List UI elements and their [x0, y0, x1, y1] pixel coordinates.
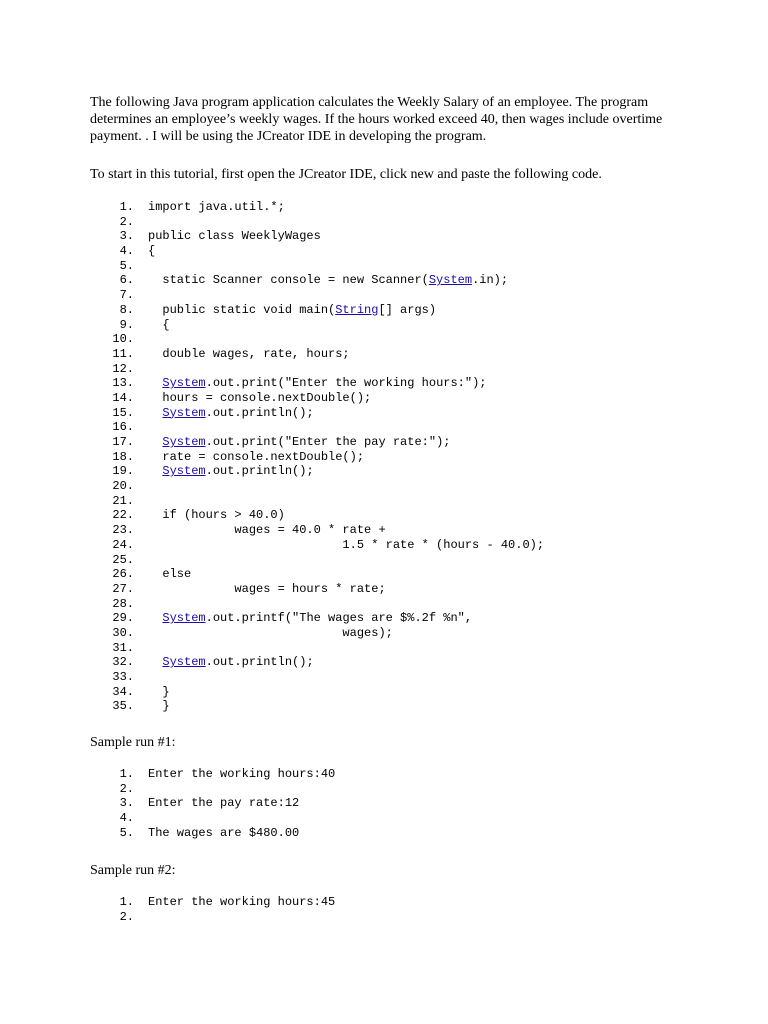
line-number: 1.	[119, 895, 134, 909]
code-text: .out.printf("The wages are $%.2f %n",	[205, 611, 473, 626]
line-number: 17.	[112, 435, 134, 449]
line-number: 13.	[112, 376, 134, 391]
code-text: .out.println();	[205, 655, 314, 670]
line-number: 30.	[112, 625, 134, 640]
code-text: public static void main(	[148, 302, 336, 317]
code-line	[112, 288, 544, 303]
line-number: 1.	[119, 767, 134, 781]
code-text: static Scanner console = new Scanner(	[148, 273, 429, 288]
code-text	[148, 464, 162, 478]
class-link[interactable]: System	[428, 273, 473, 288]
code-line	[112, 362, 544, 377]
code-text	[148, 611, 162, 625]
line-number: 23.	[112, 523, 134, 538]
code-text	[148, 376, 162, 390]
line-number: 35.	[112, 699, 134, 714]
code-text: rate = console.nextDouble();	[148, 449, 365, 464]
code-text: double wages, rate, hours;	[148, 346, 350, 361]
code-line	[112, 303, 544, 318]
line-number: 11.	[112, 346, 134, 361]
line-number: 31.	[112, 640, 134, 655]
code-line	[112, 910, 335, 925]
code-line	[112, 318, 544, 333]
sample-run-2-output	[112, 895, 335, 924]
code-text: public class WeeklyWages	[148, 229, 321, 244]
code-text: wages = hours * rate;	[148, 581, 386, 596]
code-line	[112, 553, 544, 568]
code-text: [] args)	[378, 302, 437, 317]
code-line	[112, 508, 544, 523]
line-number: 16.	[112, 420, 134, 435]
code-line	[112, 523, 544, 538]
code-line	[112, 259, 544, 274]
line-number: 2.	[119, 214, 134, 229]
line-number: 25.	[112, 552, 134, 567]
code-text: .out.print("Enter the working hours:");	[205, 376, 487, 391]
code-line	[112, 244, 544, 259]
instructions-paragraph: To start in this tutorial, first open the JCreator IDE, click new and paste the following code.	[90, 167, 602, 182]
line-number: 29.	[112, 611, 134, 626]
code-line	[112, 538, 544, 553]
line-number: 33.	[112, 670, 134, 684]
code-line	[112, 670, 544, 685]
code-text: }	[148, 699, 170, 714]
line-number: 3.	[119, 229, 134, 244]
line-number: 7.	[119, 288, 134, 303]
line-number: 20.	[112, 479, 134, 494]
line-number: 1.	[119, 200, 134, 214]
code-line	[112, 332, 544, 347]
code-line	[112, 641, 544, 656]
line-number: 5.	[119, 258, 134, 273]
code-text: 1.5 * rate * (hours - 40.0);	[148, 537, 545, 552]
code-text	[148, 406, 162, 420]
line-number: 5.	[119, 825, 134, 840]
line-number: 34.	[112, 684, 134, 699]
code-line	[112, 347, 544, 362]
line-number: 18.	[112, 449, 134, 464]
code-line	[112, 450, 544, 465]
code-line	[112, 582, 544, 597]
line-number: 9.	[119, 317, 134, 332]
code-text: import java.util.*;	[148, 200, 285, 214]
sample-run-1-output	[112, 767, 335, 840]
code-line	[112, 811, 335, 826]
code-text: wages);	[148, 625, 393, 640]
line-number: 24.	[112, 537, 134, 552]
code-text: wages = 40.0 * rate +	[148, 523, 386, 538]
code-line	[112, 782, 335, 797]
code-line	[112, 464, 544, 479]
class-link[interactable]: System	[162, 464, 206, 479]
code-line	[112, 479, 544, 494]
class-link[interactable]: System	[162, 655, 206, 670]
code-listing	[112, 200, 544, 714]
code-text: {	[148, 244, 156, 259]
sample-run-2-heading: Sample run #2:	[90, 863, 176, 878]
line-number: 2.	[119, 909, 134, 924]
code-line	[112, 376, 544, 391]
code-text: Enter the pay rate:12	[148, 796, 300, 811]
code-line	[112, 895, 335, 910]
code-text	[148, 655, 162, 669]
line-number: 19.	[112, 464, 134, 479]
line-number: 22.	[112, 508, 134, 523]
sample-run-1-heading: Sample run #1:	[90, 735, 176, 750]
line-number: 27.	[112, 581, 134, 596]
line-number: 28.	[112, 596, 134, 611]
code-text: {	[148, 317, 170, 332]
code-line	[112, 215, 544, 230]
class-link[interactable]: System	[162, 405, 206, 420]
code-text: .out.println();	[205, 405, 314, 420]
code-line	[112, 273, 544, 288]
line-number: 10.	[112, 332, 134, 347]
code-text: .in);	[472, 273, 509, 288]
line-number: 32.	[112, 655, 134, 670]
code-line	[112, 655, 544, 670]
class-link[interactable]: System	[162, 376, 206, 391]
class-link[interactable]: System	[162, 435, 206, 449]
line-number: 8.	[119, 302, 134, 317]
code-text: .out.println();	[205, 464, 314, 479]
code-line	[112, 200, 544, 215]
line-number: 2.	[119, 781, 134, 796]
code-line	[112, 229, 544, 244]
code-line	[112, 391, 544, 406]
code-line	[112, 567, 544, 582]
line-number: 14.	[112, 390, 134, 405]
intro-paragraph: The following Java program application calculates the Weekly Salary of an employee. The program determines an employee’s weekly wages. If the hours worked exceed 40, then wages include overtime payment. . I will be using the JCreator IDE in developing the program.	[90, 95, 663, 144]
line-number: 15.	[112, 405, 134, 420]
code-line	[112, 406, 544, 421]
line-number: 4.	[119, 244, 134, 259]
line-number: 21.	[112, 493, 134, 508]
code-line	[112, 494, 544, 509]
code-line	[112, 826, 335, 841]
code-line	[112, 626, 544, 641]
code-text: if (hours > 40.0)	[148, 508, 285, 523]
code-text: Enter the working hours:45	[148, 895, 336, 909]
code-line	[112, 435, 544, 450]
line-number: 4.	[119, 811, 134, 826]
class-link[interactable]: System	[162, 611, 206, 626]
code-line	[112, 597, 544, 612]
code-line	[112, 420, 544, 435]
code-text: Enter the working hours:40	[148, 767, 336, 781]
code-text	[148, 435, 162, 449]
code-line	[112, 611, 544, 626]
line-number: 3.	[119, 796, 134, 811]
code-text: The wages are $480.00	[148, 825, 300, 840]
line-number: 12.	[112, 361, 134, 376]
line-number: 26.	[112, 567, 134, 582]
code-text: }	[148, 684, 170, 699]
code-line	[112, 767, 335, 782]
code-line	[112, 685, 544, 700]
class-link[interactable]: String	[335, 302, 379, 317]
code-text: hours = console.nextDouble();	[148, 390, 372, 405]
code-line	[112, 796, 335, 811]
code-line	[112, 699, 544, 714]
line-number: 6.	[119, 273, 134, 288]
code-text: else	[148, 567, 192, 582]
code-text: .out.print("Enter the pay rate:");	[205, 435, 451, 449]
